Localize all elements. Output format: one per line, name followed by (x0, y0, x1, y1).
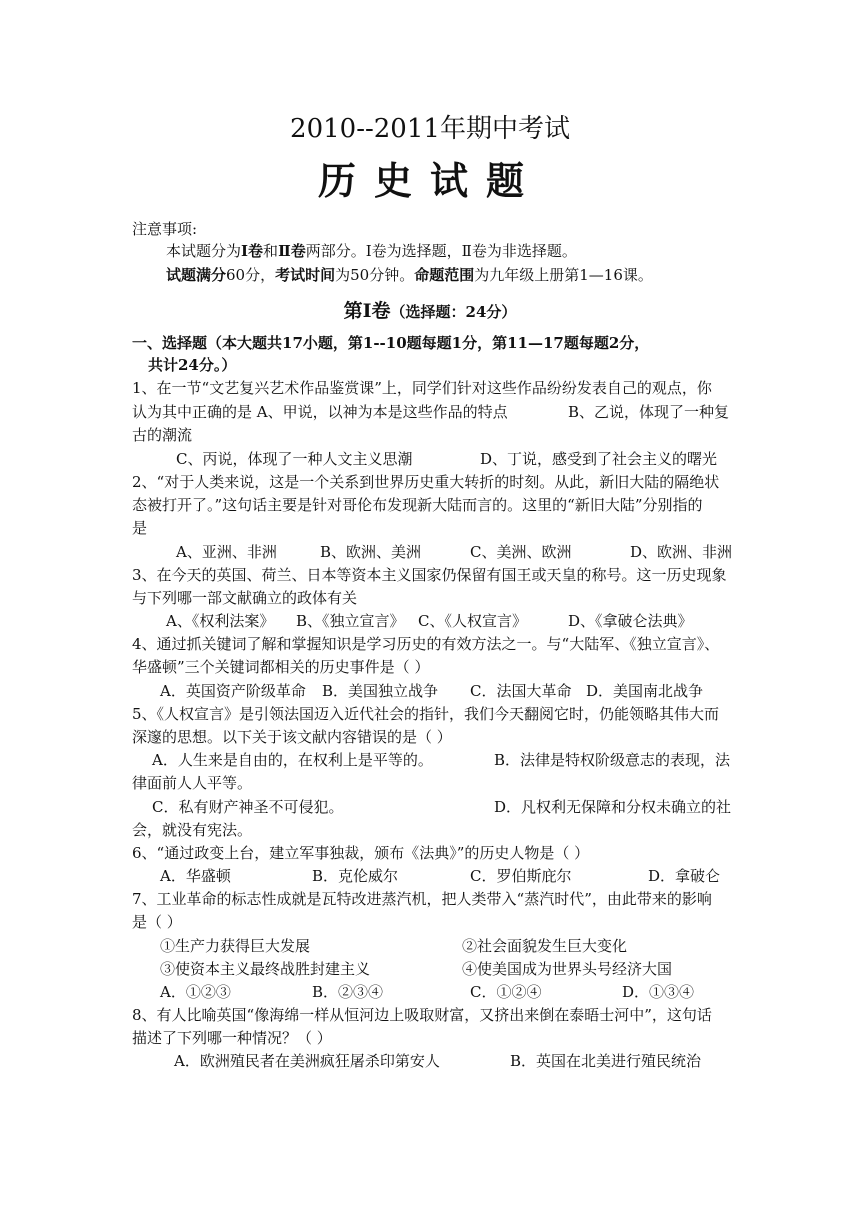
q7-option-a: A．①②③ (160, 983, 231, 1001)
q7-option-d: D．①③④ (622, 983, 695, 1001)
notice-line-2: 试题满分60分，考试时间为50分钟。命题范围为九年级上册第1—16课。 (166, 266, 653, 284)
q1-option-d: D、丁说，感受到了社会主义的曙光 (480, 450, 718, 468)
q2-line-2: 态被打开了。”这句话主要是针对哥伦布发现新大陆而言的。这里的“新旧大陆”分别指的 (132, 496, 703, 514)
notice-line-1: 本试题分为Ⅰ卷和Ⅱ卷两部分。Ⅰ卷为选择题，Ⅱ卷为非选择题。 (166, 242, 577, 260)
q7-statement-2: ②社会面貌发生巨大变化 (462, 937, 628, 955)
q5-option-c: C．私有财产神圣不可侵犯。 (152, 798, 344, 816)
q5-option-d-cont: 会，就没有宪法。 (132, 821, 253, 839)
q5-option-b-cont: 律面前人人平等。 (132, 774, 253, 792)
q7-statement-4: ④使美国成为世界头号经济大国 (462, 960, 673, 978)
q4-option-b: B．美国独立战争 (322, 682, 439, 700)
section-title: 第Ⅰ卷（选择题：24分） (343, 300, 517, 322)
section-intro-line-2: 共计24分。） (148, 356, 237, 374)
q6-line-1: 6、“通过政变上台，建立军事独裁，颁布《法典》”的历史人物是（ ） (132, 844, 590, 862)
q5-line-1: 5、《人权宣言》是引领法国迈入近代社会的指针，我们今天翻阅它时，仍能领略其伟大而 (132, 705, 720, 723)
q3-option-a: A、《权利法案》 (166, 612, 275, 630)
q3-option-d: D、《拿破仑法典》 (568, 612, 693, 630)
q8-option-a: A．欧洲殖民者在美洲疯狂屠杀印第安人 (174, 1052, 440, 1070)
q7-statement-1: ①生产力获得巨大发展 (160, 937, 311, 955)
q2-option-a: A、亚洲、非洲 (176, 543, 277, 561)
q5-option-b: B．法律是特权阶级意志的表现，法 (494, 751, 731, 769)
q3-line-2: 与下列哪一部文献确立的政体有关 (132, 589, 358, 607)
subject-title: 历史试题 (317, 159, 542, 203)
q4-option-c: C．法国大革命 (470, 682, 572, 700)
q6-option-a: A．华盛顿 (160, 867, 231, 885)
q2-option-d: D、欧洲、非洲 (630, 543, 733, 561)
q5-line-2: 深邃的思想。以下关于该文献内容错误的是（ ） (132, 728, 452, 746)
q2-line-3: 是 (132, 519, 148, 537)
q5-option-d: D．凡权利无保障和分权未确立的社 (494, 798, 732, 816)
q7-option-c: C．①②④ (470, 983, 542, 1001)
q8-option-b: B．英国在北美进行殖民统治 (510, 1052, 702, 1070)
q7-option-b: B．②③④ (312, 983, 384, 1001)
notice-heading: 注意事项: (132, 220, 198, 238)
exam-title: 2010--2011年期中考试 (290, 114, 570, 144)
q5-option-a: A．人生来是自由的，在权利上是平等的。 (152, 751, 433, 769)
q1-line-2b: B、乙说，体现了一种复 (568, 403, 730, 421)
q6-option-c: C．罗伯斯庇尔 (470, 867, 572, 885)
q7-line-1: 7、工业革命的标志性成就是瓦特改进蒸汽机，把人类带入“蒸汽时代”，由此带来的影响 (132, 890, 712, 908)
q2-option-c: C、美洲、欧洲 (470, 543, 572, 561)
q2-option-b: B、欧洲、美洲 (320, 543, 422, 561)
q4-line-2: 华盛顿”三个关键词都相关的历史事件是（ ） (132, 658, 430, 676)
q1-line-1: 1、在一节“文艺复兴艺术作品鉴赏课”上，同学们针对这些作品纷纷发表自己的观点，你 (132, 379, 712, 397)
q1-line-3: 古的潮流 (132, 426, 193, 444)
q8-line-2: 描述了下列哪一种情况？（ ） (132, 1029, 332, 1047)
q6-option-b: B．克伦威尔 (312, 867, 399, 885)
q3-line-1: 3、在今天的英国、荷兰、日本等资本主义国家仍保留有国王或天皇的称号。这一历史现象 (132, 566, 727, 584)
q7-line-2: 是（ ） (132, 913, 182, 931)
q4-option-d: D．美国南北战争 (586, 682, 704, 700)
q3-option-c: C、《人权宣言》 (418, 612, 527, 630)
q4-option-a: A．英国资产阶级革命 (160, 682, 306, 700)
q8-line-1: 8、有人比喻英国“像海绵一样从恒河边上吸取财富，又挤出来倒在泰晤士河中”，这句话 (132, 1006, 712, 1024)
q3-option-b: B、《独立宣言》 (296, 612, 405, 630)
q1-line-2a: 认为其中正确的是 A、甲说，以神为本是这些作品的特点 (132, 403, 508, 421)
q2-line-1: 2、“对于人类来说，这是一个关系到世界历史重大转折的时刻。从此，新旧大陆的隔绝状 (132, 473, 720, 491)
q4-line-1: 4、通过抓关键词了解和掌握知识是学习历史的有效方法之一。与“大陆军、《独立宣言》、 (132, 635, 720, 653)
section-intro-line-1: 一、选择题（本大题共17小题，第1--10题每题1分，第11—17题每题2分， (132, 334, 650, 352)
q1-option-c: C、丙说，体现了一种人文主义思潮 (176, 450, 413, 468)
q6-option-d: D．拿破仑 (648, 867, 721, 885)
q7-statement-3: ③使资本主义最终战胜封建主义 (160, 960, 371, 978)
